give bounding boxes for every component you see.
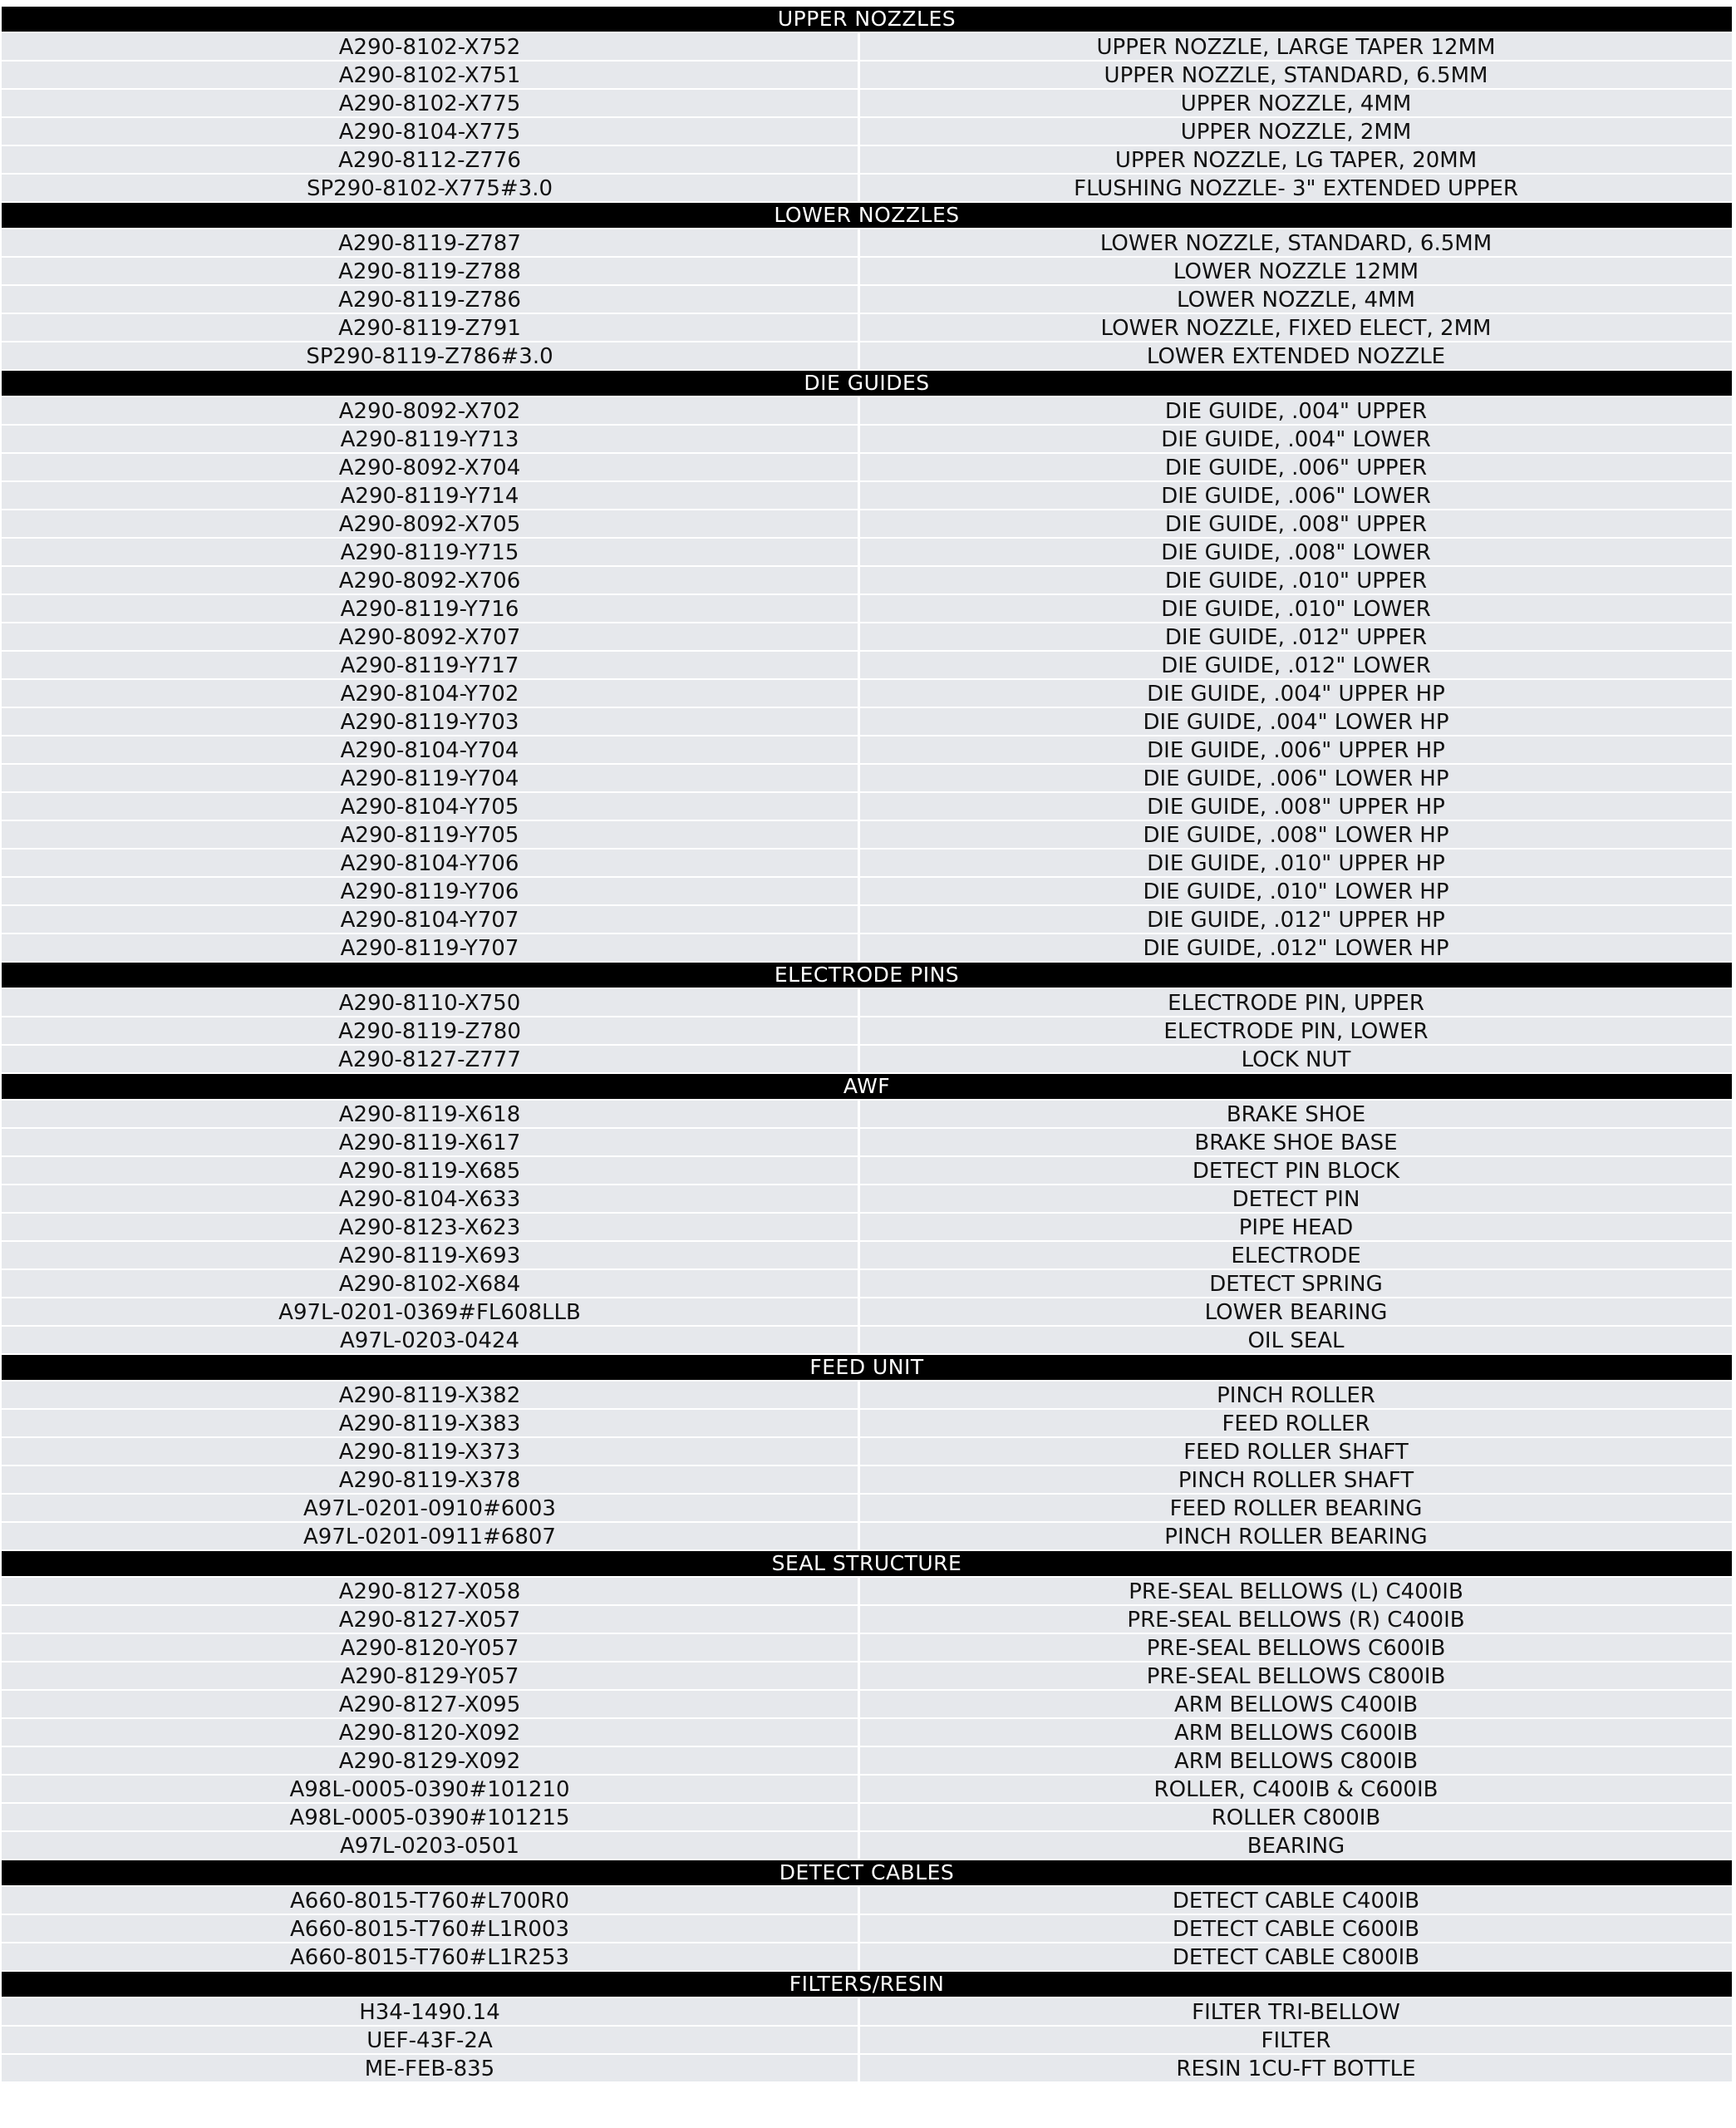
description-cell: DIE GUIDE, .010" LOWER HP bbox=[860, 878, 1732, 904]
part-number-cell: H34-1490.14 bbox=[2, 1998, 858, 2025]
table-row bbox=[2, 1662, 1732, 1689]
part-number-cell: A290-8119-Z780 bbox=[2, 1017, 858, 1044]
table-row bbox=[2, 426, 1732, 452]
part-number-cell: A290-8119-Z791 bbox=[2, 314, 858, 341]
table-row bbox=[2, 175, 1732, 201]
table-row bbox=[2, 878, 1732, 904]
description-cell: UPPER NOZZLE, 4MM bbox=[860, 90, 1732, 116]
description-cell: PRE-SEAL BELLOWS (L) C400IB bbox=[860, 1578, 1732, 1604]
part-number-cell: A97L-0201-0369#FL608LLB bbox=[2, 1298, 858, 1325]
description-cell: ARM BELLOWS C400IB bbox=[860, 1691, 1732, 1717]
table-row bbox=[2, 1438, 1732, 1465]
section-header: SEAL STRUCTURE bbox=[2, 1551, 1732, 1576]
table-row bbox=[2, 342, 1732, 369]
description-cell: ELECTRODE PIN, UPPER bbox=[860, 989, 1732, 1016]
table-row bbox=[2, 623, 1732, 650]
part-number-cell: A290-8119-Y716 bbox=[2, 595, 858, 622]
part-number-cell: A290-8092-X705 bbox=[2, 510, 858, 537]
description-cell: DIE GUIDE, .004" LOWER HP bbox=[860, 708, 1732, 735]
table-row bbox=[2, 736, 1732, 763]
section-header: UPPER NOZZLES bbox=[2, 7, 1732, 32]
description-cell: LOCK NUT bbox=[860, 1046, 1732, 1072]
table-row bbox=[2, 1887, 1732, 1914]
table-row bbox=[2, 482, 1732, 509]
table-row bbox=[2, 850, 1732, 876]
part-number-cell: A290-8092-X704 bbox=[2, 454, 858, 480]
table-row bbox=[2, 33, 1732, 60]
description-cell: ROLLER C800IB bbox=[860, 1804, 1732, 1830]
part-number-cell: A290-8119-Z786 bbox=[2, 286, 858, 313]
description-cell: FEED ROLLER SHAFT bbox=[860, 1438, 1732, 1465]
description-cell: DIE GUIDE, .010" UPPER HP bbox=[860, 850, 1732, 876]
description-cell: PRE-SEAL BELLOWS C600IB bbox=[860, 1634, 1732, 1661]
description-cell: ROLLER, C400IB & C600IB bbox=[860, 1776, 1732, 1802]
description-cell: DIE GUIDE, .004" LOWER bbox=[860, 426, 1732, 452]
table-row bbox=[2, 286, 1732, 313]
table-row bbox=[2, 1410, 1732, 1436]
table-row bbox=[2, 1129, 1732, 1155]
part-number-cell: A290-8119-Y705 bbox=[2, 821, 858, 848]
part-number-cell: A290-8119-Y704 bbox=[2, 765, 858, 791]
table-row bbox=[2, 62, 1732, 88]
part-number-cell: A290-8092-X702 bbox=[2, 397, 858, 424]
description-cell: FLUSHING NOZZLE- 3" EXTENDED UPPER bbox=[860, 175, 1732, 201]
part-number-cell: A290-8102-X775 bbox=[2, 90, 858, 116]
description-cell: DIE GUIDE, .012" LOWER HP bbox=[860, 934, 1732, 961]
table-row bbox=[2, 1634, 1732, 1661]
part-number-cell: A290-8129-Y057 bbox=[2, 1662, 858, 1689]
part-number-cell: A290-8104-X775 bbox=[2, 118, 858, 145]
description-cell: FEED ROLLER bbox=[860, 1410, 1732, 1436]
part-number-cell: A290-8104-Y702 bbox=[2, 680, 858, 707]
part-number-cell: A660-8015-T760#L700R0 bbox=[2, 1887, 858, 1914]
part-number-cell: A290-8119-Y713 bbox=[2, 426, 858, 452]
description-cell: PINCH ROLLER bbox=[860, 1382, 1732, 1408]
description-cell: DIE GUIDE, .010" UPPER bbox=[860, 567, 1732, 594]
part-number-cell: A290-8119-X373 bbox=[2, 1438, 858, 1465]
table-row bbox=[2, 146, 1732, 173]
description-cell: PRE-SEAL BELLOWS (R) C400IB bbox=[860, 1606, 1732, 1633]
table-row bbox=[2, 1101, 1732, 1127]
table-row bbox=[2, 1719, 1732, 1746]
table-row bbox=[2, 539, 1732, 565]
description-cell: DIE GUIDE, .012" LOWER bbox=[860, 652, 1732, 678]
table-row bbox=[2, 1046, 1732, 1072]
part-number-cell: A98L-0005-0390#101210 bbox=[2, 1776, 858, 1802]
table-row bbox=[2, 229, 1732, 256]
part-number-cell: A290-8119-Y715 bbox=[2, 539, 858, 565]
part-number-cell: A290-8102-X751 bbox=[2, 62, 858, 88]
table-row bbox=[2, 652, 1732, 678]
part-number-cell: A290-8110-X750 bbox=[2, 989, 858, 1016]
description-cell: DIE GUIDE, .008" UPPER bbox=[860, 510, 1732, 537]
description-cell: LOWER EXTENDED NOZZLE bbox=[860, 342, 1732, 369]
section-header: DIE GUIDES bbox=[2, 371, 1732, 396]
part-number-cell: SP290-8102-X775#3.0 bbox=[2, 175, 858, 201]
table-row bbox=[2, 2027, 1732, 2053]
parts-table bbox=[2, 7, 1732, 2083]
table-row bbox=[2, 1466, 1732, 1493]
description-cell: DIE GUIDE, .006" LOWER bbox=[860, 482, 1732, 509]
part-number-cell: A290-8120-Y057 bbox=[2, 1634, 858, 1661]
table-row bbox=[2, 934, 1732, 961]
section-header: FILTERS/RESIN bbox=[2, 1972, 1732, 1997]
part-number-cell: A290-8104-X633 bbox=[2, 1185, 858, 1212]
description-cell: DIE GUIDE, .004" UPPER HP bbox=[860, 680, 1732, 707]
description-cell: UPPER NOZZLE, LARGE TAPER 12MM bbox=[860, 33, 1732, 60]
part-number-cell: A290-8127-Z777 bbox=[2, 1046, 858, 1072]
table-row bbox=[2, 1157, 1732, 1184]
description-cell: OIL SEAL bbox=[860, 1327, 1732, 1353]
table-row bbox=[2, 1270, 1732, 1297]
description-cell: DETECT SPRING bbox=[860, 1270, 1732, 1297]
part-number-cell: A290-8119-X618 bbox=[2, 1101, 858, 1127]
description-cell: UPPER NOZZLE, 2MM bbox=[860, 118, 1732, 145]
description-cell: DETECT CABLE C400IB bbox=[860, 1887, 1732, 1914]
description-cell: ARM BELLOWS C800IB bbox=[860, 1747, 1732, 1774]
table-row bbox=[2, 1495, 1732, 1521]
table-row bbox=[2, 793, 1732, 820]
table-row bbox=[2, 118, 1732, 145]
part-number-cell: A290-8119-X617 bbox=[2, 1129, 858, 1155]
table-row bbox=[2, 1298, 1732, 1325]
table-row bbox=[2, 680, 1732, 707]
description-cell: PRE-SEAL BELLOWS C800IB bbox=[860, 1662, 1732, 1689]
part-number-cell: A290-8127-X095 bbox=[2, 1691, 858, 1717]
table-row bbox=[2, 1017, 1732, 1044]
section-header: LOWER NOZZLES bbox=[2, 203, 1732, 228]
part-number-cell: A290-8119-Y703 bbox=[2, 708, 858, 735]
table-row bbox=[2, 314, 1732, 341]
description-cell: LOWER NOZZLE 12MM bbox=[860, 258, 1732, 284]
part-number-cell: A290-8119-X693 bbox=[2, 1242, 858, 1268]
description-cell: DETECT CABLE C600IB bbox=[860, 1915, 1732, 1942]
section-header: DETECT CABLES bbox=[2, 1860, 1732, 1885]
part-number-cell: A290-8104-Y707 bbox=[2, 906, 858, 933]
table-row bbox=[2, 708, 1732, 735]
description-cell: PINCH ROLLER SHAFT bbox=[860, 1466, 1732, 1493]
part-number-cell: A290-8119-Y714 bbox=[2, 482, 858, 509]
part-number-cell: A290-8102-X684 bbox=[2, 1270, 858, 1297]
description-cell: DIE GUIDE, .012" UPPER bbox=[860, 623, 1732, 650]
description-cell: UPPER NOZZLE, LG TAPER, 20MM bbox=[860, 146, 1732, 173]
part-number-cell: A97L-0203-0501 bbox=[2, 1832, 858, 1859]
table-row bbox=[2, 1578, 1732, 1604]
part-number-cell: A290-8104-Y705 bbox=[2, 793, 858, 820]
part-number-cell: UEF-43F-2A bbox=[2, 2027, 858, 2053]
description-cell: ELECTRODE PIN, LOWER bbox=[860, 1017, 1732, 1044]
part-number-cell: A290-8127-X058 bbox=[2, 1578, 858, 1604]
table-row bbox=[2, 1185, 1732, 1212]
part-number-cell: A290-8129-X092 bbox=[2, 1747, 858, 1774]
description-cell: LOWER NOZZLE, FIXED ELECT, 2MM bbox=[860, 314, 1732, 341]
description-cell: DIE GUIDE, .004" UPPER bbox=[860, 397, 1732, 424]
description-cell: LOWER NOZZLE, STANDARD, 6.5MM bbox=[860, 229, 1732, 256]
part-number-cell: A98L-0005-0390#101215 bbox=[2, 1804, 858, 1830]
table-row bbox=[2, 2055, 1732, 2081]
table-row bbox=[2, 595, 1732, 622]
description-cell: BEARING bbox=[860, 1832, 1732, 1859]
part-number-cell: A290-8092-X706 bbox=[2, 567, 858, 594]
section-header: ELECTRODE PINS bbox=[2, 963, 1732, 988]
table-row bbox=[2, 1523, 1732, 1549]
part-number-cell: A97L-0203-0424 bbox=[2, 1327, 858, 1353]
description-cell: DIE GUIDE, .006" LOWER HP bbox=[860, 765, 1732, 791]
table-row bbox=[2, 1691, 1732, 1717]
description-cell: FILTER bbox=[860, 2027, 1732, 2053]
part-number-cell: A97L-0201-0911#6807 bbox=[2, 1523, 858, 1549]
part-number-cell: A290-8104-Y704 bbox=[2, 736, 858, 763]
description-cell: RESIN 1CU-FT BOTTLE bbox=[860, 2055, 1732, 2081]
description-cell: DIE GUIDE, .012" UPPER HP bbox=[860, 906, 1732, 933]
part-number-cell: A290-8119-Z788 bbox=[2, 258, 858, 284]
table-row bbox=[2, 1804, 1732, 1830]
table-row bbox=[2, 454, 1732, 480]
part-number-cell: SP290-8119-Z786#3.0 bbox=[2, 342, 858, 369]
part-number-cell: A290-8119-X383 bbox=[2, 1410, 858, 1436]
description-cell: DIE GUIDE, .008" LOWER HP bbox=[860, 821, 1732, 848]
table-row bbox=[2, 1776, 1732, 1802]
section-header: AWF bbox=[2, 1074, 1732, 1099]
description-cell: LOWER BEARING bbox=[860, 1298, 1732, 1325]
table-row bbox=[2, 510, 1732, 537]
description-cell: DETECT PIN BLOCK bbox=[860, 1157, 1732, 1184]
table-row bbox=[2, 1998, 1732, 2025]
part-number-cell: A290-8119-X685 bbox=[2, 1157, 858, 1184]
part-number-cell: A290-8120-X092 bbox=[2, 1719, 858, 1746]
table-row bbox=[2, 1747, 1732, 1774]
part-number-cell: ME-FEB-835 bbox=[2, 2055, 858, 2081]
description-cell: ELECTRODE bbox=[860, 1242, 1732, 1268]
part-number-cell: A660-8015-T760#L1R003 bbox=[2, 1915, 858, 1942]
description-cell: BRAKE SHOE bbox=[860, 1101, 1732, 1127]
part-number-cell: A290-8102-X752 bbox=[2, 33, 858, 60]
table-row bbox=[2, 90, 1732, 116]
part-number-cell: A290-8119-X378 bbox=[2, 1466, 858, 1493]
table-row bbox=[2, 1606, 1732, 1633]
table-row bbox=[2, 397, 1732, 424]
table-row bbox=[2, 906, 1732, 933]
section-header: FEED UNIT bbox=[2, 1355, 1732, 1380]
description-cell: DIE GUIDE, .006" UPPER bbox=[860, 454, 1732, 480]
table-row bbox=[2, 1832, 1732, 1859]
part-number-cell: A290-8119-X382 bbox=[2, 1382, 858, 1408]
part-number-cell: A97L-0201-0910#6003 bbox=[2, 1495, 858, 1521]
description-cell: DIE GUIDE, .008" LOWER bbox=[860, 539, 1732, 565]
part-number-cell: A290-8119-Z787 bbox=[2, 229, 858, 256]
part-number-cell: A290-8119-Y717 bbox=[2, 652, 858, 678]
part-number-cell: A660-8015-T760#L1R253 bbox=[2, 1943, 858, 1970]
table-row bbox=[2, 1214, 1732, 1240]
table-row bbox=[2, 258, 1732, 284]
table-row bbox=[2, 567, 1732, 594]
description-cell: BRAKE SHOE BASE bbox=[860, 1129, 1732, 1155]
part-number-cell: A290-8092-X707 bbox=[2, 623, 858, 650]
table-row bbox=[2, 1943, 1732, 1970]
table-row bbox=[2, 1327, 1732, 1353]
table-row bbox=[2, 989, 1732, 1016]
part-number-cell: A290-8112-Z776 bbox=[2, 146, 858, 173]
description-cell: ARM BELLOWS C600IB bbox=[860, 1719, 1732, 1746]
description-cell: DIE GUIDE, .010" LOWER bbox=[860, 595, 1732, 622]
description-cell: DIE GUIDE, .006" UPPER HP bbox=[860, 736, 1732, 763]
description-cell: DIE GUIDE, .008" UPPER HP bbox=[860, 793, 1732, 820]
description-cell: DETECT PIN bbox=[860, 1185, 1732, 1212]
table-row bbox=[2, 1915, 1732, 1942]
description-cell: DETECT CABLE C800IB bbox=[860, 1943, 1732, 1970]
description-cell: PIPE HEAD bbox=[860, 1214, 1732, 1240]
description-cell: FEED ROLLER BEARING bbox=[860, 1495, 1732, 1521]
table-row bbox=[2, 1382, 1732, 1408]
part-number-cell: A290-8123-X623 bbox=[2, 1214, 858, 1240]
table-row bbox=[2, 821, 1732, 848]
description-cell: UPPER NOZZLE, STANDARD, 6.5MM bbox=[860, 62, 1732, 88]
description-cell: FILTER TRI-BELLOW bbox=[860, 1998, 1732, 2025]
table-row bbox=[2, 1242, 1732, 1268]
description-cell: LOWER NOZZLE, 4MM bbox=[860, 286, 1732, 313]
part-number-cell: A290-8119-Y706 bbox=[2, 878, 858, 904]
table-row bbox=[2, 765, 1732, 791]
part-number-cell: A290-8119-Y707 bbox=[2, 934, 858, 961]
part-number-cell: A290-8127-X057 bbox=[2, 1606, 858, 1633]
description-cell: PINCH ROLLER BEARING bbox=[860, 1523, 1732, 1549]
part-number-cell: A290-8104-Y706 bbox=[2, 850, 858, 876]
